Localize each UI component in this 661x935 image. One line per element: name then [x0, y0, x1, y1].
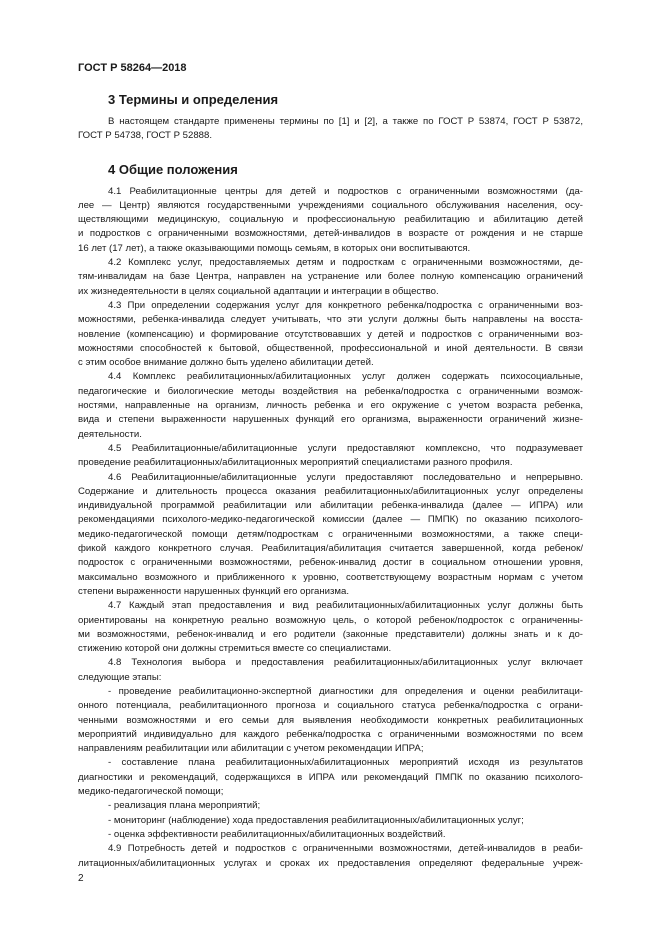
- text-line: - реализация плана мероприятий;: [108, 800, 261, 812]
- text-line: можностями, ребенка-инвалида следует учитывать, что эти услуги должны быть направлены на восста-: [78, 314, 583, 326]
- text-line: ностями, направленные на организм, личность ребенка и его окружение с учетом возраста ребенка,: [78, 400, 583, 412]
- text-line: литационных/абилитационных услугах и сроках их предоставления определяют федеральные учреж-: [78, 857, 583, 869]
- text-line: ГОСТ Р 54738, ГОСТ Р 52888.: [78, 130, 212, 142]
- text-line: В настоящем стандарте применены термины по [1] и [2], а также по ГОСТ Р 53874, ГОСТ Р 53872,: [108, 116, 583, 127]
- text-line: стижению которой они должны стремиться вместе со специалистами.: [78, 643, 392, 655]
- text-line: ориентированы на конкретную реально возможную цель, о которой ребенок/подросток с ограниченны-: [78, 614, 583, 626]
- text-line: новление (компенсацию) и формирование отсутствовавших у детей и подростков с ограниченными воз-: [78, 328, 583, 340]
- text-line: 4.8 Технология выбора и предоставления реабилитационных/абилитационных услуг включает: [108, 657, 583, 669]
- section-4-body: [78, 185, 583, 871]
- text-line: максимально возможного и приближенного к уровню, соответствующему возрастным нормам с учетом: [78, 571, 583, 583]
- text-line: 4.2 Комплекс услуг, предоставляемых детям и подросткам с ограниченными возможностями, де-: [108, 257, 583, 269]
- text-line: - мониторинг (наблюдение) хода предоставления реабилитационных/абилитационных услуг;: [108, 814, 524, 826]
- text-line: лее — Центр) являются государственными учреждениями социального обслуживания населения, осу-: [78, 199, 583, 211]
- text-line: 4.1 Реабилитационные центры для детей и подростков с ограниченными возможностями (да-: [108, 185, 583, 197]
- text-line: направлениям реабилитации или абилитации с учетом рекомендации ИПРА;: [78, 743, 424, 755]
- section-3-body: [78, 115, 583, 144]
- text-line: 4.5 Реабилитационные/абилитационные услуги предоставляют комплексно, что подразумевает: [108, 442, 583, 454]
- section-4-heading: 4 Общие положения: [108, 161, 238, 177]
- text-line: - составление плана реабилитационных/абилитационных мероприятий исходя из результатов: [108, 757, 583, 769]
- text-line: вида и степени выраженности нарушенных функций его организма, выраженности ограничений жизне-: [78, 414, 583, 426]
- text-line: онного потенциала, реабилитационного прогноза и социального статуса ребенка/подростка с ограни-: [78, 700, 583, 712]
- text-line: с этим особое внимание должно быть уделено абилитации детей.: [78, 357, 374, 369]
- text-line: степени выраженности нарушенных функций его организма.: [78, 585, 350, 597]
- text-line: их жизнедеятельности в целях социальной адаптации и интеграции в общество.: [78, 285, 439, 297]
- text-line: 4.9 Потребность детей и подростков с ограниченными возможностями, детей-инвалидов в реаби-: [108, 843, 583, 855]
- text-line: ми возможностями, ребенок-инвалид и его родители (законные представители) должны знать и к до-: [78, 628, 583, 640]
- text-line: 4.7 Каждый этап предоставления и вид реабилитационных/абилитационных услуг должны быть: [108, 600, 583, 612]
- text-line: фикой каждого конкретного случая. Реабилитация/абилитация считается завершенной, когда ребенок/: [78, 543, 583, 555]
- text-line: подросток с ограниченными возможностями, ребенок-инвалид достиг в социальном отношении уровня,: [78, 557, 583, 569]
- text-line: Содержание и длительность процесса оказания реабилитационных/абилитационных услуг определены: [78, 485, 583, 497]
- text-line: педагогические и биологические методы воздействия на ребенка/подростка с ограниченными возмож-: [78, 385, 583, 397]
- text-line: рекомендациями психолого-медико-педагогической комиссии (далее — ПМПК) по оказанию психолого-: [78, 514, 583, 526]
- text-line: и подростков с ограниченными возможностями, детей-инвалидов в возрасте от рождения и не старше: [78, 228, 583, 240]
- text-line: можностями способностей к бытовой, общественной, профессиональной и иной деятельности. В связи: [78, 342, 583, 354]
- page-number: 2: [78, 873, 84, 884]
- text-line: 4.3 При определении содержания услуг для конкретного ребенка/подростка с ограниченными воз-: [108, 299, 583, 311]
- text-line: - оценка эффективности реабилитационных/абилитационных воздействий.: [108, 828, 446, 840]
- text-line: следующие этапы:: [78, 671, 162, 683]
- text-line: индивидуальной программой реабилитации или абилитации ребенка-инвалида (далее — ИПРА) или: [78, 500, 583, 512]
- text-line: диагностики и рекомендаций, содержащихся в ИПРА или рекомендаций ПМПК по оказанию психолого-: [78, 771, 583, 783]
- text-line: 16 лет (17 лет), а также оказывающими помощь семьям, в которых они воспитываются.: [78, 242, 471, 254]
- text-line: проведение реабилитационных/абилитационных мероприятий специалистами разного профиля.: [78, 457, 513, 469]
- section-3-heading: 3 Термины и определения: [108, 92, 279, 107]
- text-line: 4.4 Комплекс реабилитационных/абилитационных услуг должен содержать психосоциальные,: [108, 371, 583, 383]
- standard-designation: ГОСТ Р 58264—2018: [78, 62, 187, 74]
- text-line: медико-педагогической помощи детям/подросткам с ограниченными возможностями, а также специ-: [78, 528, 583, 540]
- page-content: [78, 92, 583, 871]
- text-line: - проведение реабилитационно-экспертной диагностики для определения и оценки реабилитаци-: [108, 685, 583, 697]
- text-line: ченными возможностями и его семьи для выявления необходимости конкретных реабилитационных: [78, 714, 583, 726]
- text-line: деятельности.: [78, 428, 142, 440]
- text-line: медико-педагогической помощи;: [78, 786, 224, 798]
- text-line: ществляющими медицинскую, социальную и профессиональную реабилитацию и абилитацию детей: [78, 214, 583, 226]
- text-line: тям-инвалидам на базе Центра, направлен на устранение или более полную компенсацию ограничений: [78, 271, 583, 283]
- text-line: мероприятий индивидуально для каждого ребенка/подростка с ограниченными возможностями по всем: [78, 728, 583, 740]
- text-line: 4.6 Реабилитационные/абилитационные услуги предоставляют последовательно и непрерывно.: [108, 471, 583, 483]
